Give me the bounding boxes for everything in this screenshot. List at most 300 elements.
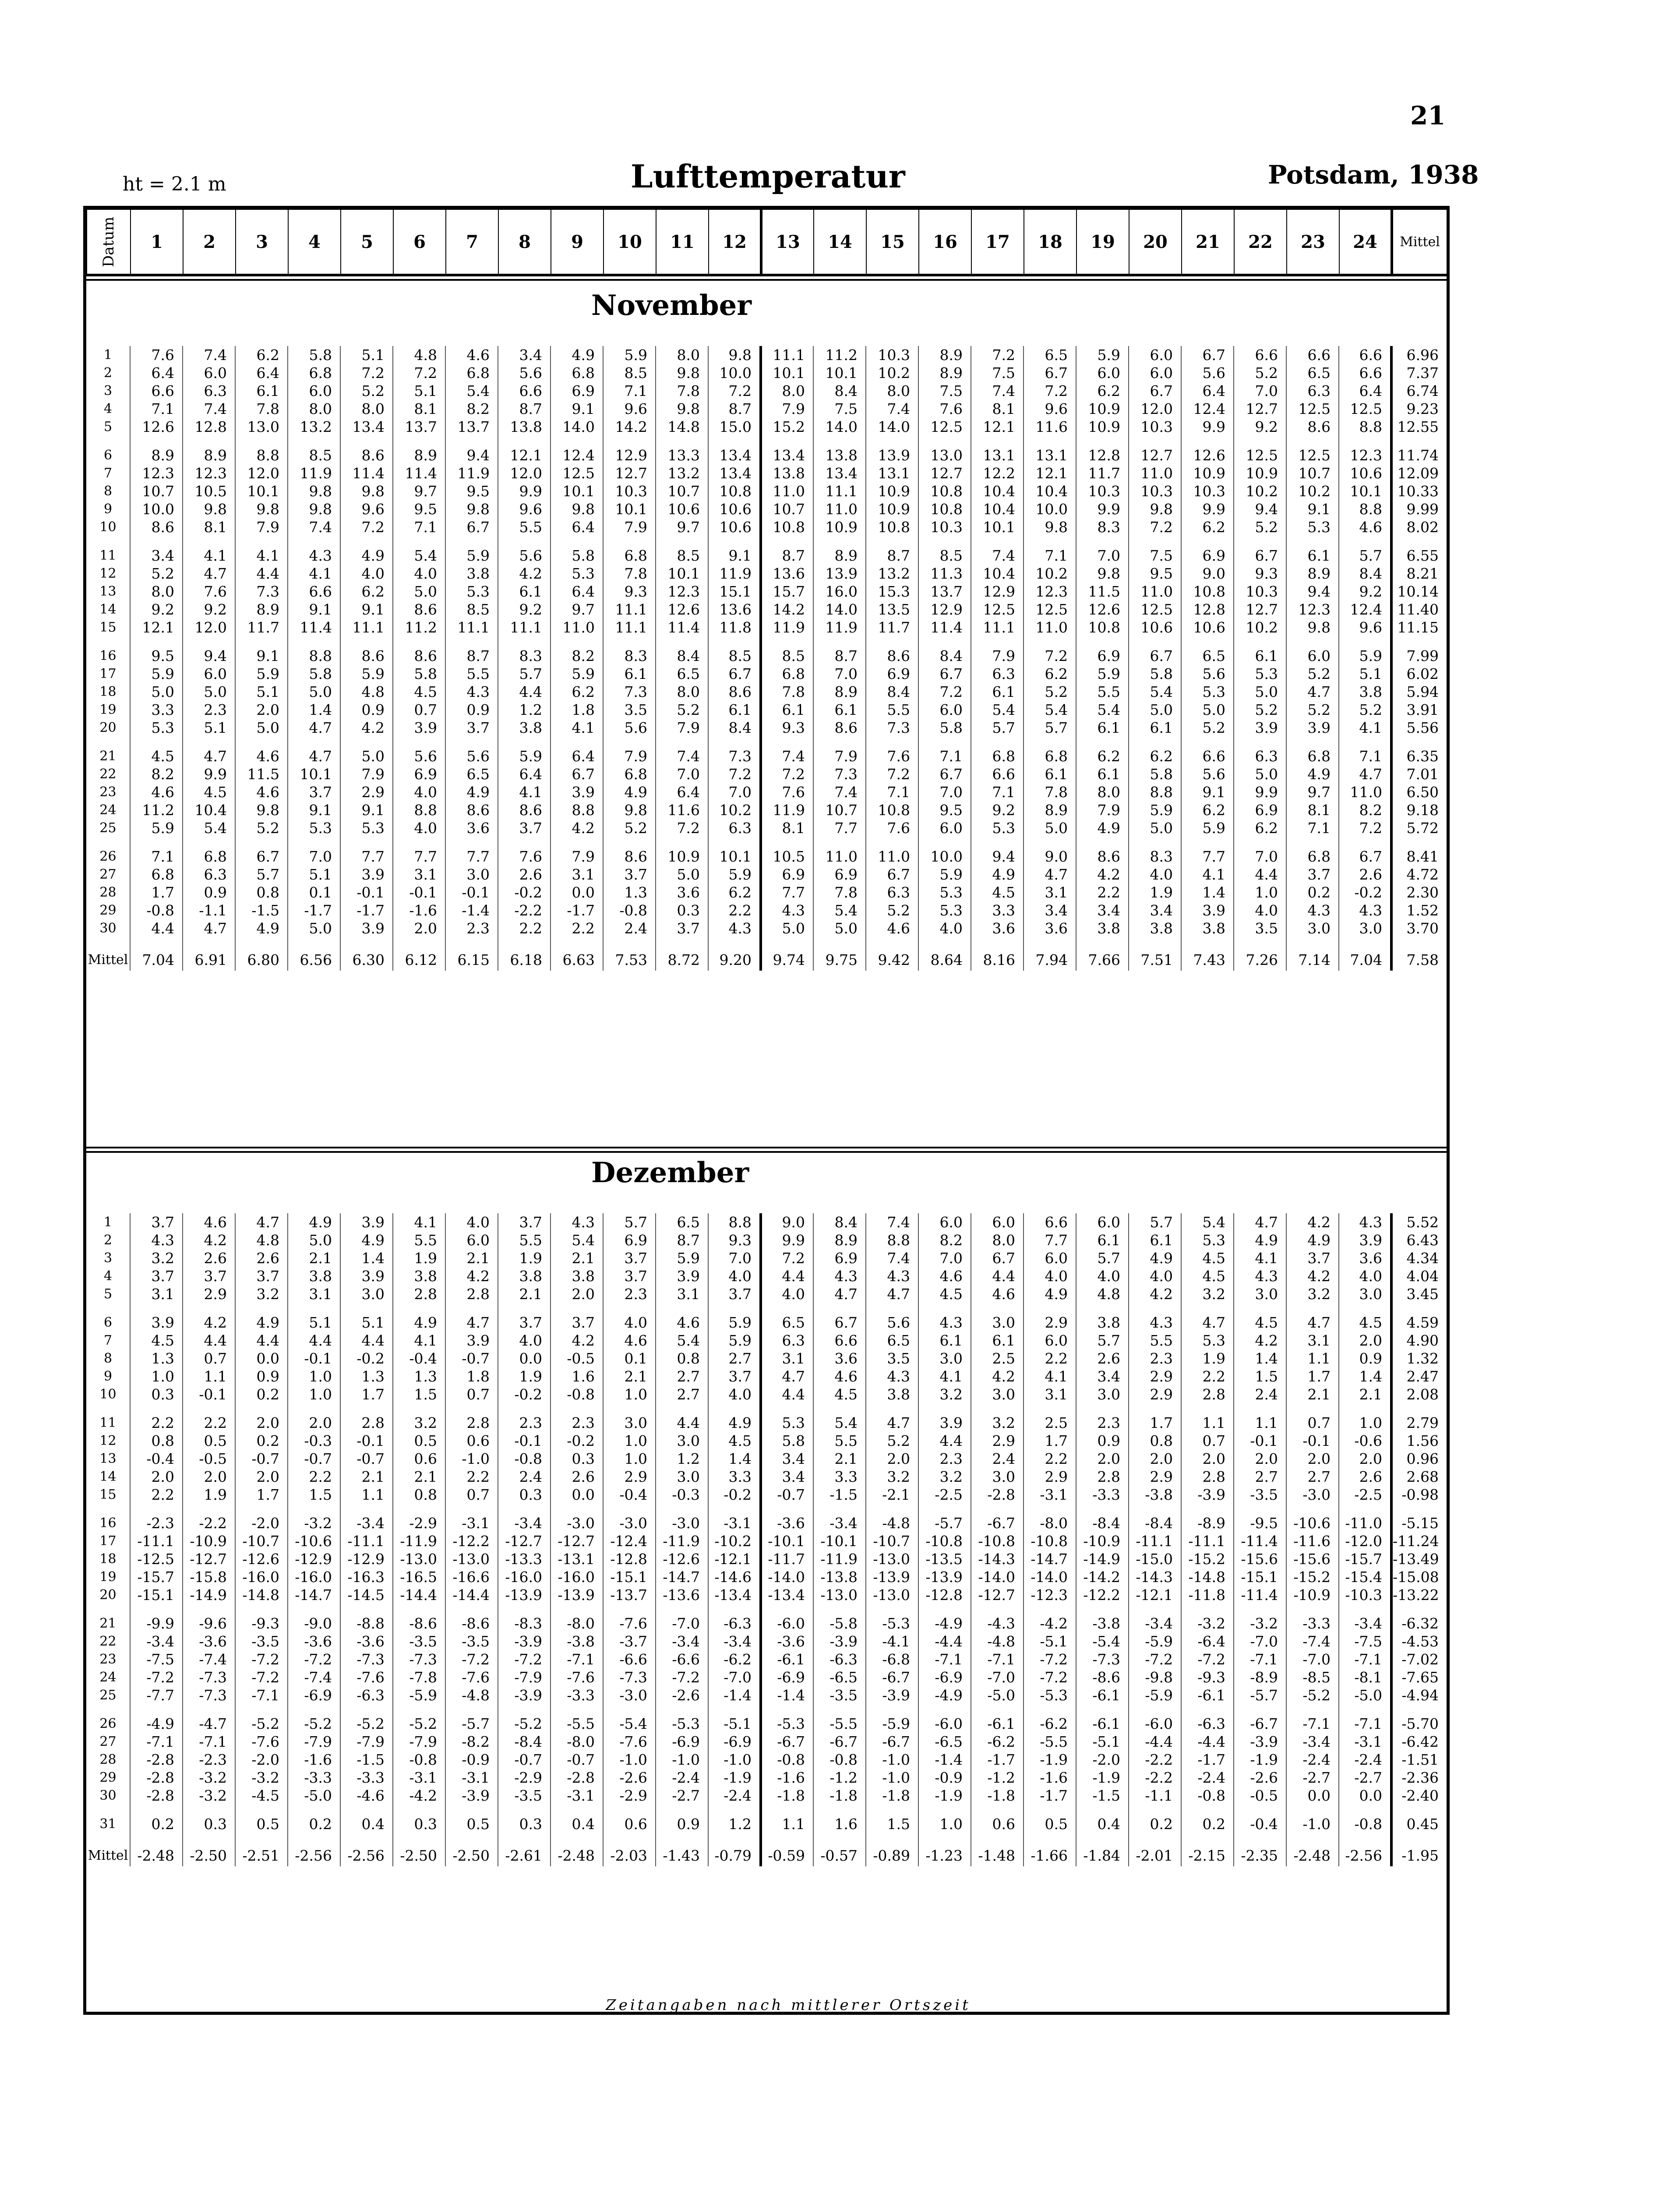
hour-mean-cell: 7.66: [1076, 937, 1129, 971]
hour-value-cell: 9.6: [340, 500, 393, 518]
hour-value-cell: 1.2: [498, 701, 551, 719]
hour-value-cell: -6.8: [866, 1650, 918, 1668]
hour-value-cell: 12.0: [1129, 400, 1181, 418]
hour-value-cell: 4.4: [1234, 865, 1286, 883]
hour-value-cell: 4.1: [288, 565, 340, 583]
hour-value-cell: 6.9: [813, 1249, 866, 1267]
day-label: 16: [99, 1515, 116, 1531]
hour-value-cell: 4.7: [235, 1213, 288, 1231]
hour-value-cell: 7.2: [340, 518, 393, 536]
hour-value-cell: -3.4: [1129, 1604, 1181, 1632]
hour-value-cell: -7.2: [288, 1650, 340, 1668]
hour-value-cell: -11.4: [1234, 1532, 1286, 1550]
hour-value-cell: 3.2: [971, 1403, 1024, 1432]
hour-value-cell: 10.2: [1286, 482, 1339, 500]
hour-value-cell: 4.4: [235, 565, 288, 583]
hour-value-cell: 8.7: [761, 536, 813, 565]
hour-value-cell: 10.3: [603, 482, 656, 500]
hour-value-cell: -13.7: [603, 1586, 656, 1604]
day-label: 13: [99, 584, 116, 599]
daily-mean-cell: -2.40: [1391, 1787, 1447, 1805]
hour-mean-cell: 7.04: [130, 937, 183, 971]
hour-value-cell: 3.7: [130, 1267, 183, 1285]
table-row: [86, 400, 1447, 418]
table-row: [86, 1751, 1447, 1769]
day-label: 4: [103, 1268, 113, 1284]
hour-value-cell: -3.0: [603, 1686, 656, 1704]
hour-value-cell: 2.6: [183, 1249, 235, 1267]
hour-value-cell: 11.1: [603, 600, 656, 618]
hour-value-cell: -5.5: [813, 1704, 866, 1733]
hour-value-cell: 8.2: [130, 765, 183, 783]
hour-value-cell: 1.4: [1339, 1367, 1391, 1385]
hour-value-cell: 6.0: [183, 665, 235, 683]
table-row: [86, 1349, 1447, 1367]
hour-value-cell: -4.5: [235, 1787, 288, 1805]
hour-value-cell: -3.1: [1339, 1733, 1391, 1751]
hour-value-cell: 6.7: [971, 1249, 1024, 1267]
hour-value-cell: 7.1: [393, 518, 445, 536]
hour-value-cell: 13.4: [708, 436, 761, 464]
hour-value-cell: 1.5: [288, 1486, 340, 1504]
hour-value-cell: 4.9: [603, 783, 656, 801]
hour-value-cell: 1.4: [1181, 883, 1234, 901]
hour-value-cell: 6.8: [1286, 837, 1339, 865]
hour-value-cell: 8.0: [656, 346, 708, 364]
hour-value-cell: 3.7: [130, 1213, 183, 1231]
table-row: [86, 1532, 1447, 1550]
hour-mean-cell: -1.95: [1391, 1833, 1447, 1866]
hour-value-cell: 5.4: [813, 901, 866, 919]
hour-value-cell: 2.8: [445, 1285, 498, 1303]
hour-value-cell: 10.6: [708, 518, 761, 536]
hour-value-cell: -6.9: [918, 1668, 971, 1686]
hour-value-cell: 3.7: [603, 1267, 656, 1285]
hour-value-cell: -3.2: [1234, 1604, 1286, 1632]
hour-value-cell: 12.1: [1024, 464, 1076, 482]
hour-value-cell: 6.2: [1129, 737, 1181, 765]
hour-value-cell: 4.2: [1286, 1213, 1339, 1231]
hour-value-cell: 4.9: [235, 919, 288, 937]
hour-value-cell: 8.7: [656, 1231, 708, 1249]
header-hour-17: 17: [971, 209, 1024, 274]
hour-value-cell: -14.7: [1024, 1550, 1076, 1568]
daily-mean-cell: -4.53: [1391, 1632, 1447, 1650]
hour-value-cell: -5.3: [866, 1604, 918, 1632]
hour-value-cell: 12.5: [551, 464, 603, 482]
hour-value-cell: 12.6: [656, 600, 708, 618]
hour-mean-cell: -1.84: [1076, 1833, 1129, 1866]
daily-mean-cell: 6.02: [1391, 665, 1447, 683]
hour-value-cell: 8.4: [918, 636, 971, 665]
hour-value-cell: 9.8: [235, 500, 288, 518]
hour-value-cell: 1.5: [1234, 1367, 1286, 1385]
hour-value-cell: -2.1: [866, 1486, 918, 1504]
daily-mean-cell: 8.21: [1391, 565, 1447, 583]
hour-value-cell: 8.4: [813, 382, 866, 400]
hour-value-cell: 3.0: [1076, 1385, 1129, 1403]
day-label: 14: [99, 1469, 116, 1484]
hour-value-cell: 4.5: [971, 883, 1024, 901]
hour-value-cell: -0.1: [340, 883, 393, 901]
hour-value-cell: 5.4: [393, 536, 445, 565]
mean-row: [86, 937, 1447, 971]
hour-value-cell: 4.6: [183, 1213, 235, 1231]
day-label: 27: [99, 867, 116, 882]
hour-value-cell: -8.6: [393, 1604, 445, 1632]
hour-value-cell: -3.4: [656, 1632, 708, 1650]
hour-value-cell: 1.7: [1129, 1403, 1181, 1432]
hour-value-cell: -12.9: [288, 1550, 340, 1568]
hour-value-cell: 5.3: [340, 819, 393, 837]
table-row: [86, 919, 1447, 937]
hour-value-cell: -16.0: [235, 1568, 288, 1586]
hour-value-cell: -3.0: [1286, 1486, 1339, 1504]
hour-value-cell: 6.9: [603, 1231, 656, 1249]
hour-value-cell: 8.4: [708, 719, 761, 737]
table-row: [86, 1267, 1447, 1285]
hour-value-cell: 3.0: [340, 1285, 393, 1303]
hour-value-cell: 6.1: [498, 583, 551, 600]
day-label: 21: [99, 749, 116, 764]
hour-value-cell: -4.9: [918, 1686, 971, 1704]
hour-value-cell: 8.4: [656, 636, 708, 665]
hour-value-cell: 1.6: [813, 1805, 866, 1833]
hour-value-cell: 13.1: [866, 464, 918, 482]
hour-value-cell: 12.6: [1076, 600, 1129, 618]
header-hour-6: 6: [393, 209, 446, 274]
hour-value-cell: -14.8: [235, 1586, 288, 1604]
hour-value-cell: 1.4: [1234, 1349, 1286, 1367]
hour-value-cell: 3.8: [288, 1267, 340, 1285]
hour-value-cell: 5.8: [918, 719, 971, 737]
hour-value-cell: 2.3: [498, 1403, 551, 1432]
hour-value-cell: 4.0: [393, 783, 445, 801]
hour-value-cell: 6.9: [551, 382, 603, 400]
hour-value-cell: 7.4: [971, 536, 1024, 565]
hour-mean-cell: -2.50: [445, 1833, 498, 1866]
hour-value-cell: 2.3: [445, 919, 498, 937]
hour-value-cell: -2.7: [1339, 1769, 1391, 1787]
header-row: [87, 209, 1447, 274]
hour-value-cell: 4.8: [393, 346, 445, 364]
table-row: [86, 1586, 1447, 1604]
hour-value-cell: 0.0: [498, 1349, 551, 1367]
hour-value-cell: 6.6: [1181, 737, 1234, 765]
daily-mean-cell: -15.08: [1391, 1568, 1447, 1586]
hour-value-cell: 6.1: [1129, 1231, 1181, 1249]
hour-value-cell: 6.6: [498, 382, 551, 400]
mean-row: [86, 1833, 1447, 1866]
table-row: [86, 665, 1447, 683]
hour-value-cell: -9.3: [1181, 1668, 1234, 1686]
hour-value-cell: 9.8: [656, 400, 708, 418]
hour-mean-cell: -2.35: [1234, 1833, 1286, 1866]
hour-value-cell: -1.4: [761, 1686, 813, 1704]
hour-value-cell: 6.4: [1339, 382, 1391, 400]
hour-value-cell: 2.0: [130, 1468, 183, 1486]
hour-value-cell: -8.9: [1181, 1504, 1234, 1532]
hour-value-cell: -3.5: [445, 1632, 498, 1650]
hour-value-cell: 4.4: [918, 1432, 971, 1450]
hour-value-cell: -5.3: [656, 1704, 708, 1733]
hour-value-cell: -3.8: [551, 1632, 603, 1650]
hour-value-cell: 3.3: [971, 901, 1024, 919]
hour-value-cell: 1.0: [603, 1450, 656, 1468]
hour-value-cell: -3.9: [1234, 1733, 1286, 1751]
hour-value-cell: 1.8: [551, 701, 603, 719]
hour-value-cell: 0.5: [183, 1432, 235, 1450]
hour-value-cell: -0.8: [393, 1751, 445, 1769]
hour-value-cell: 9.4: [183, 636, 235, 665]
hour-value-cell: 3.6: [445, 819, 498, 837]
hour-value-cell: 3.9: [340, 1267, 393, 1285]
hour-value-cell: 10.1: [656, 565, 708, 583]
hour-value-cell: 6.9: [813, 865, 866, 883]
hour-value-cell: -3.0: [603, 1504, 656, 1532]
hour-value-cell: 5.9: [656, 1249, 708, 1267]
daily-mean-cell: -13.49: [1391, 1550, 1447, 1568]
hour-value-cell: 5.0: [288, 1231, 340, 1249]
hour-value-cell: 6.5: [1024, 346, 1076, 364]
hour-value-cell: 4.3: [1286, 901, 1339, 919]
hour-value-cell: 7.2: [971, 346, 1024, 364]
hour-value-cell: 3.0: [1234, 1285, 1286, 1303]
hour-value-cell: 4.4: [183, 1332, 235, 1349]
hour-value-cell: -5.0: [1339, 1686, 1391, 1704]
hour-value-cell: 0.2: [1129, 1805, 1181, 1833]
hour-value-cell: 7.0: [918, 1249, 971, 1267]
hour-value-cell: -1.0: [445, 1450, 498, 1468]
hour-value-cell: 4.0: [393, 565, 445, 583]
hour-value-cell: 2.2: [130, 1403, 183, 1432]
hour-value-cell: -3.2: [288, 1504, 340, 1532]
hour-value-cell: 3.2: [866, 1468, 918, 1486]
hour-mean-cell: 8.72: [656, 937, 708, 971]
hour-value-cell: 3.7: [498, 819, 551, 837]
hour-value-cell: 10.0: [130, 500, 183, 518]
hour-value-cell: 4.4: [130, 919, 183, 937]
hour-value-cell: 5.7: [971, 719, 1024, 737]
hour-mean-cell: -2.51: [235, 1833, 288, 1866]
hour-value-cell: 9.1: [708, 536, 761, 565]
hour-value-cell: 9.6: [498, 500, 551, 518]
table-row: [86, 883, 1447, 901]
hour-value-cell: 0.2: [235, 1432, 288, 1450]
hour-value-cell: 6.6: [130, 382, 183, 400]
hour-value-cell: 2.6: [498, 865, 551, 883]
hour-value-cell: 6.8: [445, 364, 498, 382]
hour-value-cell: 0.0: [551, 883, 603, 901]
hour-value-cell: 9.2: [1339, 583, 1391, 600]
hour-value-cell: 4.3: [1339, 1213, 1391, 1231]
hour-value-cell: 1.9: [183, 1486, 235, 1504]
hour-mean-cell: 8.16: [971, 937, 1024, 971]
hour-value-cell: 6.3: [866, 883, 918, 901]
hour-value-cell: -6.9: [708, 1733, 761, 1751]
hour-value-cell: 5.9: [498, 737, 551, 765]
hour-value-cell: 9.3: [761, 719, 813, 737]
daily-mean-cell: 2.30: [1391, 883, 1447, 901]
hour-value-cell: 13.1: [1024, 436, 1076, 464]
hour-value-cell: -6.0: [918, 1704, 971, 1733]
hour-value-cell: -5.9: [866, 1704, 918, 1733]
hour-value-cell: 10.3: [1181, 482, 1234, 500]
hour-value-cell: 3.8: [1181, 919, 1234, 937]
hour-value-cell: 3.9: [393, 719, 445, 737]
hour-value-cell: 9.2: [183, 600, 235, 618]
hour-value-cell: 6.3: [761, 1332, 813, 1349]
hour-value-cell: 5.5: [1129, 1332, 1181, 1349]
day-label: 5: [103, 419, 113, 434]
header-hour-12: 12: [709, 209, 761, 274]
hour-value-cell: 11.0: [551, 618, 603, 636]
hour-value-cell: 10.2: [1024, 565, 1076, 583]
hour-value-cell: -5.1: [708, 1704, 761, 1733]
hour-value-cell: 5.0: [1181, 701, 1234, 719]
hour-value-cell: 6.8: [288, 364, 340, 382]
hour-value-cell: 9.0: [1181, 565, 1234, 583]
day-label: 11: [99, 548, 116, 563]
hour-value-cell: 4.9: [1286, 765, 1339, 783]
hour-value-cell: 5.0: [288, 683, 340, 701]
hour-value-cell: 14.0: [813, 600, 866, 618]
daily-mean-cell: 2.68: [1391, 1468, 1447, 1486]
hour-value-cell: 9.7: [656, 518, 708, 536]
hour-value-cell: 0.4: [340, 1805, 393, 1833]
hour-value-cell: -1.0: [708, 1751, 761, 1769]
hour-value-cell: 6.5: [866, 1332, 918, 1349]
hour-value-cell: -0.8: [1339, 1805, 1391, 1833]
hour-value-cell: 8.9: [813, 536, 866, 565]
daily-mean-cell: -2.36: [1391, 1769, 1447, 1787]
hour-value-cell: -13.6: [656, 1586, 708, 1604]
hour-value-cell: 7.1: [603, 382, 656, 400]
hour-value-cell: -3.6: [183, 1632, 235, 1650]
hour-value-cell: 6.9: [1076, 636, 1129, 665]
daily-mean-cell: 9.18: [1391, 801, 1447, 819]
hour-value-cell: 7.1: [130, 837, 183, 865]
hour-value-cell: 0.9: [235, 1367, 288, 1385]
hour-mean-cell: -2.15: [1181, 1833, 1234, 1866]
hour-value-cell: 2.4: [971, 1450, 1024, 1468]
hour-value-cell: 5.3: [918, 883, 971, 901]
hour-value-cell: 13.3: [656, 436, 708, 464]
hour-value-cell: -7.3: [603, 1668, 656, 1686]
hour-value-cell: 1.9: [1129, 883, 1181, 901]
hour-value-cell: 10.6: [708, 500, 761, 518]
hour-value-cell: 13.7: [393, 418, 445, 436]
day-label: 22: [99, 766, 116, 782]
hour-value-cell: -6.3: [708, 1604, 761, 1632]
hour-value-cell: 5.4: [971, 701, 1024, 719]
hour-value-cell: 8.9: [918, 364, 971, 382]
hour-value-cell: 8.8: [1129, 783, 1181, 801]
hour-value-cell: -13.1: [551, 1550, 603, 1568]
hour-value-cell: 0.5: [393, 1432, 445, 1450]
daily-mean-cell: 10.33: [1391, 482, 1447, 500]
hour-value-cell: 5.6: [445, 737, 498, 765]
hour-value-cell: 0.9: [1076, 1432, 1129, 1450]
hour-value-cell: 5.2: [235, 819, 288, 837]
hour-value-cell: -5.4: [1076, 1632, 1129, 1650]
hour-value-cell: 12.9: [971, 583, 1024, 600]
hour-value-cell: 8.3: [498, 636, 551, 665]
hour-value-cell: -7.5: [1339, 1632, 1391, 1650]
hour-value-cell: 4.3: [551, 1213, 603, 1231]
daily-mean-cell: 7.37: [1391, 364, 1447, 382]
hour-value-cell: 15.0: [708, 418, 761, 436]
hour-value-cell: 15.3: [866, 583, 918, 600]
hour-value-cell: 11.4: [288, 618, 340, 636]
hour-value-cell: 8.8: [866, 1231, 918, 1249]
hour-value-cell: -2.2: [183, 1504, 235, 1532]
hour-value-cell: -4.3: [971, 1604, 1024, 1632]
hour-value-cell: 3.6: [971, 919, 1024, 937]
hour-value-cell: 7.2: [708, 765, 761, 783]
hour-value-cell: -0.7: [340, 1450, 393, 1468]
hour-value-cell: 9.9: [1076, 500, 1129, 518]
hour-value-cell: 5.6: [1181, 765, 1234, 783]
hour-value-cell: 4.6: [656, 1303, 708, 1332]
hour-value-cell: -0.1: [288, 1349, 340, 1367]
hour-value-cell: 11.4: [918, 618, 971, 636]
hour-value-cell: 5.4: [1129, 683, 1181, 701]
hour-value-cell: -16.0: [551, 1568, 603, 1586]
hour-mean-cell: 6.12: [393, 937, 445, 971]
hour-value-cell: 0.2: [288, 1805, 340, 1833]
hour-value-cell: -10.9: [1076, 1532, 1129, 1550]
hour-value-cell: -10.7: [235, 1532, 288, 1550]
hour-value-cell: 0.0: [1286, 1787, 1339, 1805]
daily-mean-cell: 7.01: [1391, 765, 1447, 783]
hour-value-cell: 13.8: [761, 464, 813, 482]
table-row: [86, 1367, 1447, 1385]
hour-value-cell: 6.7: [235, 837, 288, 865]
hour-value-cell: 3.7: [603, 865, 656, 883]
hour-value-cell: 2.3: [603, 1285, 656, 1303]
hour-value-cell: 3.5: [866, 1349, 918, 1367]
hour-value-cell: 3.9: [1181, 901, 1234, 919]
hour-value-cell: 13.4: [813, 464, 866, 482]
hour-value-cell: -7.9: [288, 1733, 340, 1751]
hour-value-cell: 5.2: [656, 701, 708, 719]
hour-value-cell: 6.9: [1181, 536, 1234, 565]
hour-value-cell: 6.7: [866, 865, 918, 883]
hour-value-cell: 6.8: [1024, 737, 1076, 765]
hour-value-cell: 3.8: [498, 719, 551, 737]
day-label: 30: [99, 1788, 116, 1803]
hour-value-cell: 2.0: [1339, 1332, 1391, 1349]
hour-value-cell: 4.4: [761, 1267, 813, 1285]
hour-value-cell: 5.8: [1129, 765, 1181, 783]
hour-value-cell: -11.1: [130, 1532, 183, 1550]
hour-value-cell: 4.0: [393, 819, 445, 837]
hour-value-cell: 3.7: [656, 919, 708, 937]
hour-value-cell: 12.5: [971, 600, 1024, 618]
hour-value-cell: 9.1: [235, 636, 288, 665]
hour-value-cell: -3.5: [813, 1686, 866, 1704]
day-label: 25: [99, 820, 116, 836]
mean-label: Mittel: [88, 952, 128, 968]
hour-value-cell: 2.9: [1129, 1385, 1181, 1403]
hour-value-cell: 8.5: [761, 636, 813, 665]
hour-value-cell: 7.9: [971, 636, 1024, 665]
hour-value-cell: 4.0: [498, 1332, 551, 1349]
hour-value-cell: 5.5: [498, 1231, 551, 1249]
hour-value-cell: 6.2: [1234, 819, 1286, 837]
hour-value-cell: 9.8: [183, 500, 235, 518]
